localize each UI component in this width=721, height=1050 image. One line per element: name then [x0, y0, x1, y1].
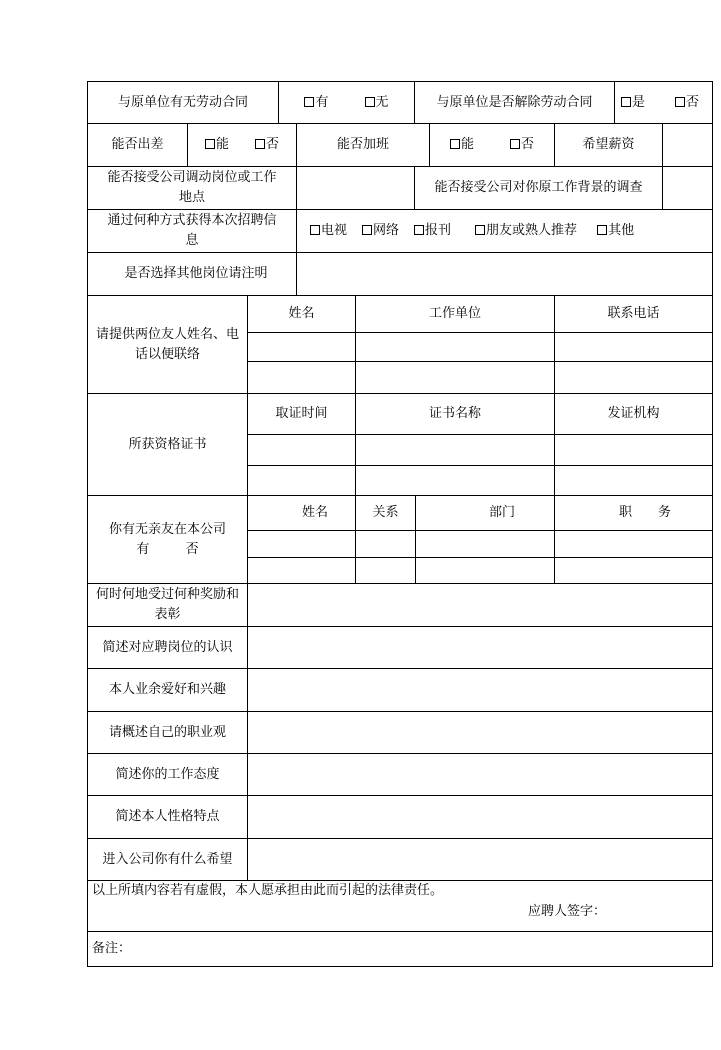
relatives-header-relation: 关系 [372, 505, 399, 520]
remarks-label: 备注： [92, 941, 132, 956]
question-personality: 简述本人性格特点 [115, 809, 220, 824]
answer-work-attitude[interactable] [248, 754, 712, 795]
option-other[interactable]: 其他 [597, 221, 634, 241]
option-travel-cannot[interactable]: 否 [255, 135, 279, 155]
rule [248, 530, 713, 531]
source-label: 通过何种方式获得本次招聘信息 [107, 213, 277, 248]
contract-label: 与原单位有无劳动合同 [117, 94, 248, 110]
question-expectations: 进入公司你有什么希望 [102, 851, 233, 867]
question-work-attitude: 简述你的工作态度 [115, 766, 220, 782]
relatives-label: 你有无亲友在本公司 [108, 521, 226, 537]
transfer-label: 能否接受公司调动岗位或工作地点 [107, 170, 277, 205]
rule [248, 434, 713, 435]
answer-awards[interactable] [248, 584, 712, 626]
transfer-field[interactable] [297, 167, 414, 209]
rule [554, 295, 555, 583]
option-overtime-cannot[interactable]: 否 [510, 135, 534, 155]
overtime-options [430, 124, 554, 166]
travel-options [188, 124, 296, 166]
background-label: 能否接受公司对你原工作背景的调查 [434, 180, 643, 195]
checkbox-icon[interactable] [365, 97, 375, 107]
option-no[interactable]: 否 [675, 93, 699, 113]
other-position-label: 是否选择其他岗位请注明 [124, 266, 268, 281]
question-awards: 何时何地受过何种奖励和表彰 [95, 587, 239, 622]
question-hobbies: 本人业余爱好和兴趣 [108, 682, 226, 697]
option-internet[interactable]: 网络 [362, 221, 399, 241]
relatives-options [136, 540, 198, 560]
answer-personality[interactable] [248, 796, 712, 838]
option-newspaper[interactable]: 报刊 [414, 221, 451, 241]
checkbox-icon[interactable] [597, 225, 607, 235]
checkbox-icon[interactable] [475, 225, 485, 235]
question-position-understanding: 简述对应聘岗位的认识 [102, 639, 233, 655]
declaration-text: 以上所填内容若有虚假，本人愿承担由此而引起的法律责任。 [92, 883, 444, 898]
answer-position-understanding[interactable] [248, 627, 712, 668]
friends-header-employer: 工作单位 [428, 306, 481, 321]
checkbox-icon[interactable] [450, 139, 460, 149]
answer-expectations[interactable] [248, 839, 712, 880]
rule [248, 557, 713, 558]
relatives-option-none[interactable]: 否 [185, 541, 199, 557]
option-none[interactable]: 无 [365, 93, 389, 113]
salary-label: 希望薪资 [582, 137, 635, 152]
certs-label: 所获资格证书 [128, 436, 207, 452]
relatives-header-name: 姓名 [301, 505, 328, 520]
other-position-field[interactable] [297, 253, 712, 295]
checkbox-icon[interactable] [310, 225, 320, 235]
rule [87, 931, 713, 932]
relatives-header-department: 部门 [488, 505, 515, 520]
relatives-option-have[interactable]: 有 [136, 541, 150, 557]
terminated-label: 与原单位是否解除劳动合同 [436, 94, 593, 110]
rule [248, 361, 713, 362]
terminated-options [615, 82, 712, 123]
checkbox-icon[interactable] [205, 139, 215, 149]
friends-header-name: 姓名 [288, 306, 315, 321]
checkbox-icon[interactable] [255, 139, 265, 149]
rule [248, 465, 713, 466]
certs-header-date: 取证时间 [275, 406, 328, 421]
option-yes[interactable]: 是 [621, 93, 645, 113]
friends-label: 请提供两位友人姓名、电话以便联络 [95, 326, 239, 362]
rule [248, 332, 713, 333]
friends-header-phone: 联系电话 [607, 306, 660, 321]
source-options [297, 210, 712, 252]
relatives-label-block [88, 496, 247, 583]
option-tv[interactable]: 电视 [310, 221, 347, 241]
contract-options [279, 82, 414, 123]
option-referral[interactable]: 朋友或熟人推荐 [475, 221, 577, 241]
certs-header-name: 证书名称 [428, 406, 481, 421]
rule [355, 295, 356, 583]
overtime-label: 能否加班 [336, 137, 389, 152]
option-have[interactable]: 有 [304, 93, 328, 113]
answer-career-view[interactable] [248, 712, 712, 753]
checkbox-icon[interactable] [675, 97, 685, 107]
checkbox-icon[interactable] [304, 97, 314, 107]
checkbox-icon[interactable] [621, 97, 631, 107]
checkbox-icon[interactable] [414, 225, 424, 235]
background-field[interactable] [663, 167, 712, 209]
option-travel-can[interactable]: 能 [205, 135, 229, 155]
rule [87, 966, 713, 967]
question-career-view: 请概述自己的职业观 [108, 724, 226, 740]
checkbox-icon[interactable] [510, 139, 520, 149]
relatives-header-position: 职 务 [618, 505, 671, 520]
salary-field[interactable] [663, 124, 712, 166]
answer-hobbies[interactable] [248, 669, 712, 711]
certs-header-issuer: 发证机构 [607, 406, 660, 421]
signature-label: 应聘人签字： [528, 904, 607, 919]
option-overtime-can[interactable]: 能 [450, 135, 474, 155]
travel-label: 能否出差 [111, 137, 164, 152]
checkbox-icon[interactable] [362, 225, 372, 235]
